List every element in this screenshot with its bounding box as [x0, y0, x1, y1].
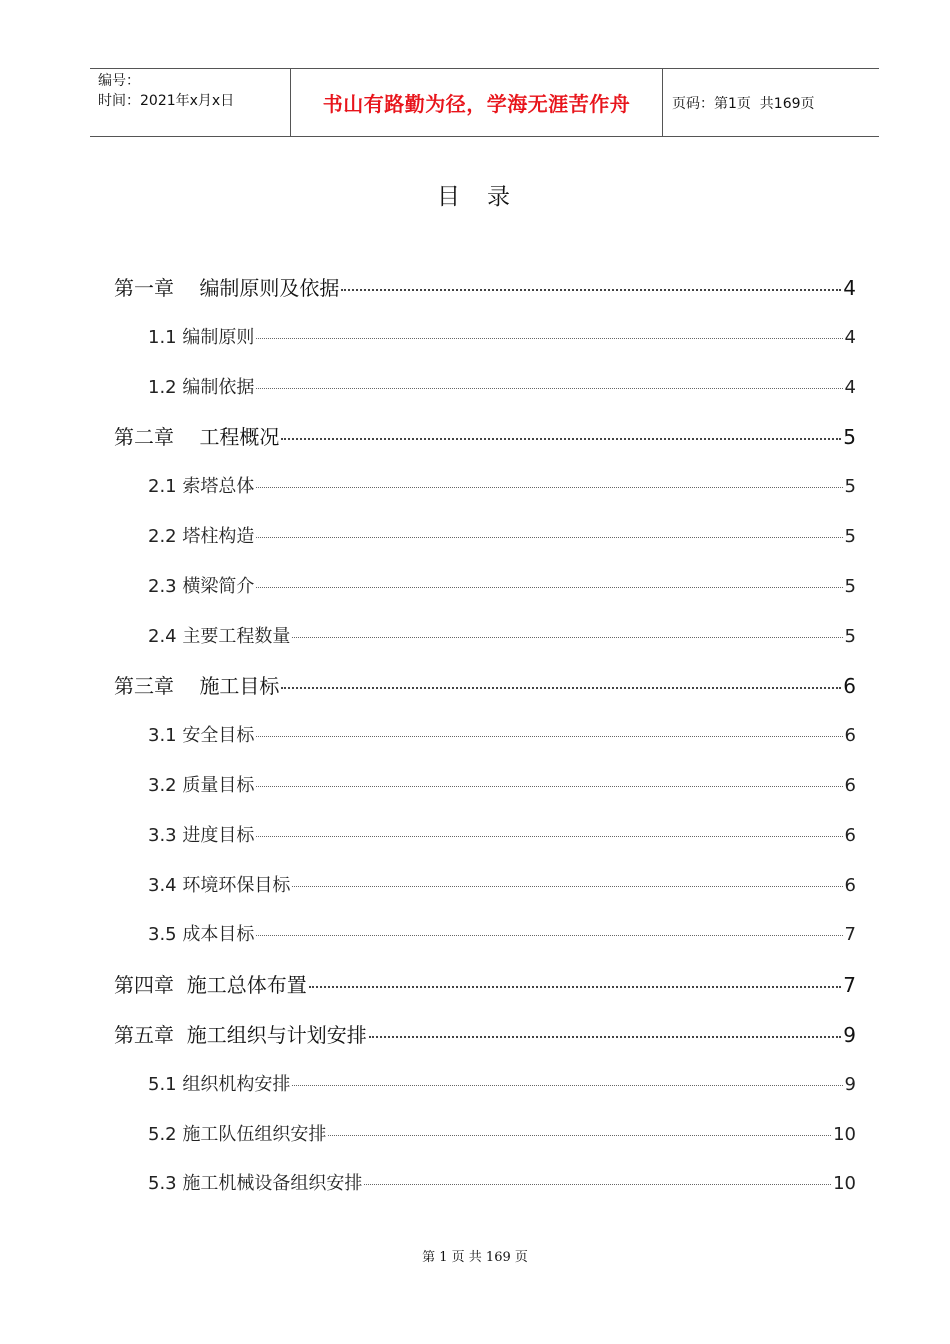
toc-entry-label: 施工总体布置	[186, 973, 307, 998]
toc-entry[interactable]	[114, 965, 856, 1005]
header-left-cell	[90, 69, 290, 136]
toc-entry-label: 安全目标	[182, 725, 255, 747]
toc-entry-label: 工程概况	[199, 425, 280, 450]
toc-leader-dots	[292, 886, 842, 887]
toc-entry-label: 横梁简介	[182, 575, 255, 597]
toc-leader-dots	[292, 637, 842, 638]
toc-entry[interactable]	[148, 816, 856, 856]
toc-entry-page: 4	[844, 376, 856, 398]
toc-leader-dots	[256, 388, 842, 389]
page-title	[0, 178, 950, 211]
toc-leader-dots	[256, 736, 842, 737]
toc-entry-page: 10	[833, 1123, 856, 1145]
toc-leader-dots	[341, 289, 841, 291]
toc-entry-number: 3.5	[148, 924, 183, 946]
toc-entry[interactable]	[148, 318, 856, 358]
toc-entry-number: 3.1	[148, 725, 183, 747]
toc-leader-dots	[309, 986, 842, 988]
toc-entry[interactable]	[148, 517, 856, 557]
toc-leader-dots	[281, 687, 841, 689]
toc-entry[interactable]	[148, 866, 856, 906]
toc-entry-number: 1.2	[148, 376, 183, 398]
toc-entry-page: 7	[844, 924, 856, 946]
document-time: 时间：2021年x月x日	[98, 93, 235, 109]
toc-entry-label: 施工组织与计划安排	[186, 1023, 367, 1047]
toc-entry[interactable]	[148, 368, 856, 408]
toc-entry-page: 4	[844, 326, 856, 348]
toc-entry[interactable]	[148, 1115, 856, 1155]
toc-entry-page: 5	[844, 526, 856, 547]
toc-entry-number: 1.1	[148, 326, 183, 348]
toc-entry-page: 9	[843, 1023, 856, 1047]
page-title-char-1: 目	[437, 184, 463, 210]
toc-entry-page: 6	[844, 775, 856, 796]
toc-entry-page: 6	[843, 674, 856, 699]
toc-leader-dots	[256, 935, 842, 936]
toc-leader-dots	[256, 786, 842, 787]
toc-leader-dots	[292, 1085, 842, 1086]
toc-entry-page: 6	[844, 725, 856, 747]
header-motto: 书山有路勤为径，学海无涯苦作舟	[322, 92, 631, 116]
page-title-char-2: 录	[487, 184, 513, 210]
toc-entry[interactable]	[114, 268, 856, 308]
toc-entry[interactable]	[148, 766, 856, 806]
toc-entry-page: 6	[844, 824, 856, 846]
toc-entry-label: 成本目标	[182, 924, 255, 946]
toc-entry-page: 5	[843, 425, 856, 450]
toc-entry-label: 组织机构安排	[182, 1073, 291, 1095]
toc-entry-number: 2.4	[148, 625, 183, 647]
page-footer: 第 1 页 共 169 页	[422, 1250, 528, 1265]
toc-entry[interactable]	[148, 716, 856, 756]
toc-entry-number: 第四章	[114, 973, 187, 998]
toc-leader-dots	[256, 587, 842, 588]
toc-entry-number: 2.1	[148, 476, 183, 498]
toc-entry-label: 编制原则及依据	[199, 276, 340, 300]
toc-entry-number: 第二章	[114, 425, 200, 450]
toc-entry-number: 5.2	[148, 1123, 183, 1145]
toc-entry-label: 编制原则	[182, 326, 255, 348]
toc-entry-page: 4	[843, 276, 856, 300]
toc-entry-number: 2.2	[148, 526, 183, 547]
toc-entry-page: 7	[843, 973, 856, 998]
toc-leader-dots	[256, 487, 842, 488]
toc-entry-label: 进度目标	[182, 824, 255, 846]
header-page-cell	[663, 69, 879, 136]
toc-entry-label: 索塔总体	[182, 476, 255, 498]
toc-entry-number: 3.3	[148, 824, 183, 846]
toc-leader-dots	[256, 338, 842, 339]
toc-leader-dots	[369, 1036, 842, 1038]
toc-entry-label: 编制依据	[182, 376, 255, 398]
toc-entry[interactable]	[114, 417, 856, 457]
header-motto-cell	[290, 69, 663, 136]
toc-entry-page: 5	[844, 625, 856, 647]
toc-entry-label: 施工目标	[199, 674, 280, 699]
toc-entry-page: 6	[844, 874, 856, 896]
toc-entry[interactable]	[148, 1164, 856, 1204]
document-code: 编号：	[98, 73, 140, 89]
toc-leader-dots	[256, 537, 842, 538]
toc-entry[interactable]	[148, 915, 856, 955]
toc-entry[interactable]	[148, 467, 856, 507]
toc-entry-page: 9	[844, 1073, 856, 1095]
page-header	[90, 68, 879, 137]
toc-entry-number: 第一章	[114, 276, 200, 300]
toc-entry-page: 5	[844, 476, 856, 498]
toc-entry[interactable]	[148, 617, 856, 657]
toc-leader-dots	[328, 1135, 831, 1136]
toc-entry[interactable]	[114, 666, 856, 706]
header-page-info: 页码：第1页 共169页	[672, 95, 815, 112]
toc-leader-dots	[364, 1184, 831, 1185]
toc-entry-number: 第三章	[114, 674, 200, 699]
toc-entry-number: 5.1	[148, 1073, 183, 1095]
toc-entry-number: 5.3	[148, 1173, 183, 1195]
toc-leader-dots	[281, 438, 841, 440]
toc-leader-dots	[256, 836, 842, 837]
toc-entry-label: 施工机械设备组织安排	[182, 1173, 363, 1195]
toc-entry[interactable]	[148, 567, 856, 607]
toc-entry-label: 施工队伍组织安排	[182, 1123, 327, 1145]
toc-entry-number: 3.2	[148, 775, 183, 796]
toc-entry-label: 主要工程数量	[182, 625, 291, 647]
toc-entry-page: 5	[844, 575, 856, 597]
toc-entry[interactable]	[114, 1015, 856, 1055]
toc-entry-label: 塔柱构造	[182, 526, 255, 547]
toc-entry-label: 质量目标	[182, 775, 255, 796]
toc-entry-number: 2.3	[148, 575, 183, 597]
toc-entry-number: 3.4	[148, 874, 183, 896]
toc-entry-label: 环境环保目标	[182, 874, 291, 896]
toc-entry-number: 第五章	[114, 1023, 187, 1047]
toc-entry[interactable]	[148, 1065, 856, 1105]
toc-entry-page: 10	[833, 1173, 856, 1195]
